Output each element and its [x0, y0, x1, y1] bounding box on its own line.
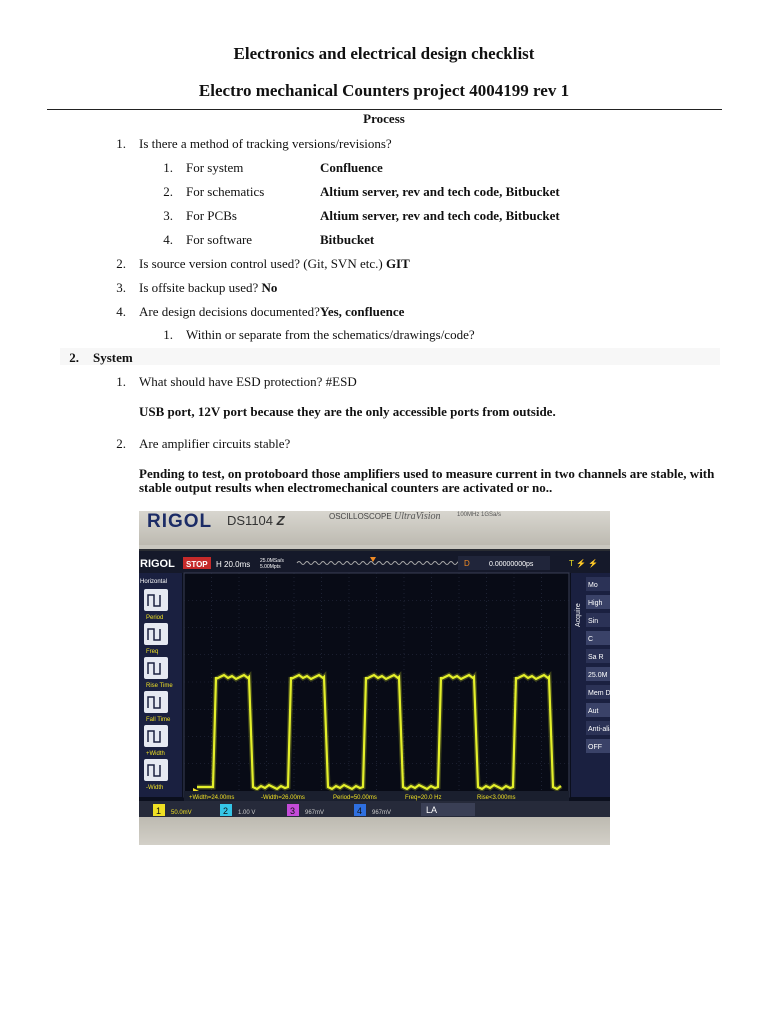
scope-right-menu-label: Sin — [588, 618, 599, 625]
system-item-1-answer: USB port, 12V port because they are the only accessible ports from outside. — [139, 404, 556, 419]
process-item-2-number: 2. — [116, 256, 126, 271]
process-item-2-line — [139, 256, 410, 272]
process-item-3-number: 3. — [116, 280, 126, 295]
tracking-subitem-1-answer: Confluence — [320, 160, 383, 175]
scope-measurement-value: Freq=20.0 Hz — [405, 795, 442, 801]
tracking-subitem-3-label: For PCBs — [186, 208, 237, 223]
scope-left-menu-item[interactable] — [144, 691, 171, 723]
scope-right-menu-item[interactable] — [586, 703, 610, 717]
scope-right-menu-item[interactable] — [586, 667, 610, 681]
system-section-heading: System — [93, 350, 133, 365]
system-section-number: 2. — [69, 350, 79, 365]
system-item-2-answer-line2: stable output results when electromechanical counters are activated or no.. — [139, 480, 553, 495]
project-subtitle: Electro mechanical Counters project 4004199 rev 1 — [198, 81, 570, 100]
system-item-1-number: 1. — [116, 374, 126, 389]
process-item-2-text: Is source version control used? (Git, SVN etc.) — [139, 256, 383, 271]
scope-screen-svg — [139, 551, 614, 819]
scope-left-menu-item[interactable] — [144, 725, 168, 757]
scope-screen — [139, 549, 614, 819]
scope-left-menu-label: Period — [146, 615, 164, 621]
scope-top-brand: RIGOL — [140, 558, 175, 570]
scope-model-suffix: Z — [276, 513, 285, 528]
scope-measurement-value: Rise<3.000ms — [477, 795, 516, 801]
scope-left-menu-label: Rise Time — [146, 683, 173, 689]
process-heading: Process — [363, 111, 405, 126]
scope-left-menu-title: Horizontal — [140, 579, 168, 585]
scope-right-menu-label: High — [588, 600, 603, 607]
scope-trigger-icons: T ⚡ ⚡ — [569, 559, 599, 568]
scope-right-menu-item[interactable] — [586, 649, 610, 663]
tracking-subitem-2-label: For schematics — [186, 184, 265, 199]
scope-run-state: STOP — [186, 560, 208, 569]
scope-right-menu-item[interactable] — [586, 685, 611, 699]
scope-delay-value: 0.00000000ps — [489, 561, 534, 568]
scope-channel-scale: 1.00 V — [238, 810, 256, 816]
scope-la-label: LA — [426, 805, 438, 815]
tracking-subitem-2-answer: Altium server, rev and tech code, Bitbucket — [320, 184, 560, 199]
tracking-subitem-2-number: 2. — [163, 184, 173, 199]
scope-channel-id: 3 — [290, 806, 296, 816]
scope-spec-label: 100MHz 1GSa/s — [457, 512, 502, 518]
scope-channel-id: 4 — [357, 806, 363, 816]
tracking-subitem-1-label: For system — [186, 160, 244, 175]
scope-type-label: OSCILLOSCOPE — [329, 512, 392, 521]
scope-memory-depth: 5.00Mpts — [260, 564, 281, 570]
scope-left-menu-label: Fall Time — [146, 717, 171, 723]
scope-bezel-top — [139, 511, 610, 545]
scope-right-menu-item[interactable] — [586, 613, 610, 627]
scope-channel-scale: 967mV — [305, 810, 325, 816]
tracking-subitem-1-number: 1. — [163, 160, 173, 175]
tracking-subitem-4-number: 4. — [163, 232, 173, 247]
scope-acquire-label: Acquire — [575, 603, 582, 627]
process-item-4-text: Are design decisions documented? — [139, 304, 320, 319]
scope-right-menu-item[interactable] — [586, 721, 613, 735]
scope-right-menu-label: Mem D — [588, 690, 611, 697]
process-item-4-line — [139, 304, 404, 320]
process-item-3-line — [139, 280, 277, 296]
scope-delay-label: D — [464, 559, 470, 568]
documented-subitem-text: Within or separate from the schematics/drawings/code? — [186, 327, 475, 342]
scope-left-menu-label: Freq — [146, 649, 159, 655]
scope-right-menu-label: Mo — [588, 582, 598, 589]
scope-right-menu-label: Aut — [588, 708, 599, 715]
oscilloscope-photo — [139, 511, 614, 845]
scope-measurement-value: Period=50.00ms — [333, 795, 377, 801]
scope-measurement-value: +Width=24.00ms — [189, 795, 235, 801]
system-item-2-answer-line1: Pending to test, on protoboard those amplifiers used to measure current in two channels are stable, with — [139, 466, 715, 481]
process-item-2-answer: GIT — [385, 256, 410, 271]
scope-right-menu-label: Sa R — [588, 654, 604, 661]
scope-right-menu-item[interactable] — [586, 739, 610, 753]
scope-bezel-bottom — [139, 817, 610, 845]
scope-model-number: DS1104 — [227, 513, 274, 528]
process-item-4-number: 4. — [116, 304, 126, 319]
tracking-subitem-4-answer: Bitbucket — [320, 232, 375, 247]
process-item-4-answer: Yes, confluence — [319, 304, 405, 319]
scope-channel-id: 1 — [156, 806, 162, 816]
system-item-1-text: What should have ESD protection? #ESD — [139, 374, 357, 389]
process-item-3-answer: No — [261, 280, 278, 295]
scope-ultravision-label: UltraVision — [394, 511, 441, 522]
system-section-band — [60, 348, 720, 365]
tracking-subitem-3-answer: Altium server, rev and tech code, Bitbucket — [320, 208, 560, 223]
scope-measurement-value: -Width=26.00ms — [261, 795, 305, 801]
tracking-subitem-4-label: For software — [186, 232, 253, 247]
document-title: Electronics and electrical design checklist — [233, 44, 535, 63]
scope-right-menu-label: Anti-alia — [588, 726, 614, 733]
system-item-2-number: 2. — [116, 436, 126, 451]
process-item-1-number: 1. — [116, 136, 126, 151]
scope-right-menu-item[interactable] — [586, 595, 610, 609]
scope-timebase: H 20.0ms — [216, 560, 251, 569]
header-divider — [47, 109, 722, 110]
process-item-1-text: Is there a method of tracking versions/revisions? — [139, 136, 392, 151]
scope-model — [227, 513, 285, 528]
scope-channel-scale: 967mV — [372, 810, 392, 816]
scope-left-menu-label: -Width — [146, 785, 164, 791]
scope-brand-logo: RIGOL — [147, 511, 213, 532]
scope-channel-scale: 50.0mV — [171, 810, 192, 816]
scope-channel-id: 2 — [223, 806, 229, 816]
scope-sample-rate: 25.0MSa/s — [260, 558, 284, 564]
tracking-subitem-3-number: 3. — [163, 208, 173, 223]
scope-right-menu-label: OFF — [588, 744, 602, 751]
scope-right-menu-label: C — [588, 636, 594, 643]
scope-right-menu-label: 25.0M — [588, 672, 608, 679]
scope-right-menu-item[interactable] — [586, 577, 610, 591]
process-item-3-text: Is offsite backup used? — [139, 280, 259, 295]
documented-subitem-number: 1. — [163, 327, 173, 342]
system-item-2-text: Are amplifier circuits stable? — [139, 436, 291, 451]
scope-left-menu-label: +Width — [146, 751, 165, 757]
scope-right-menu-item[interactable] — [586, 631, 610, 645]
